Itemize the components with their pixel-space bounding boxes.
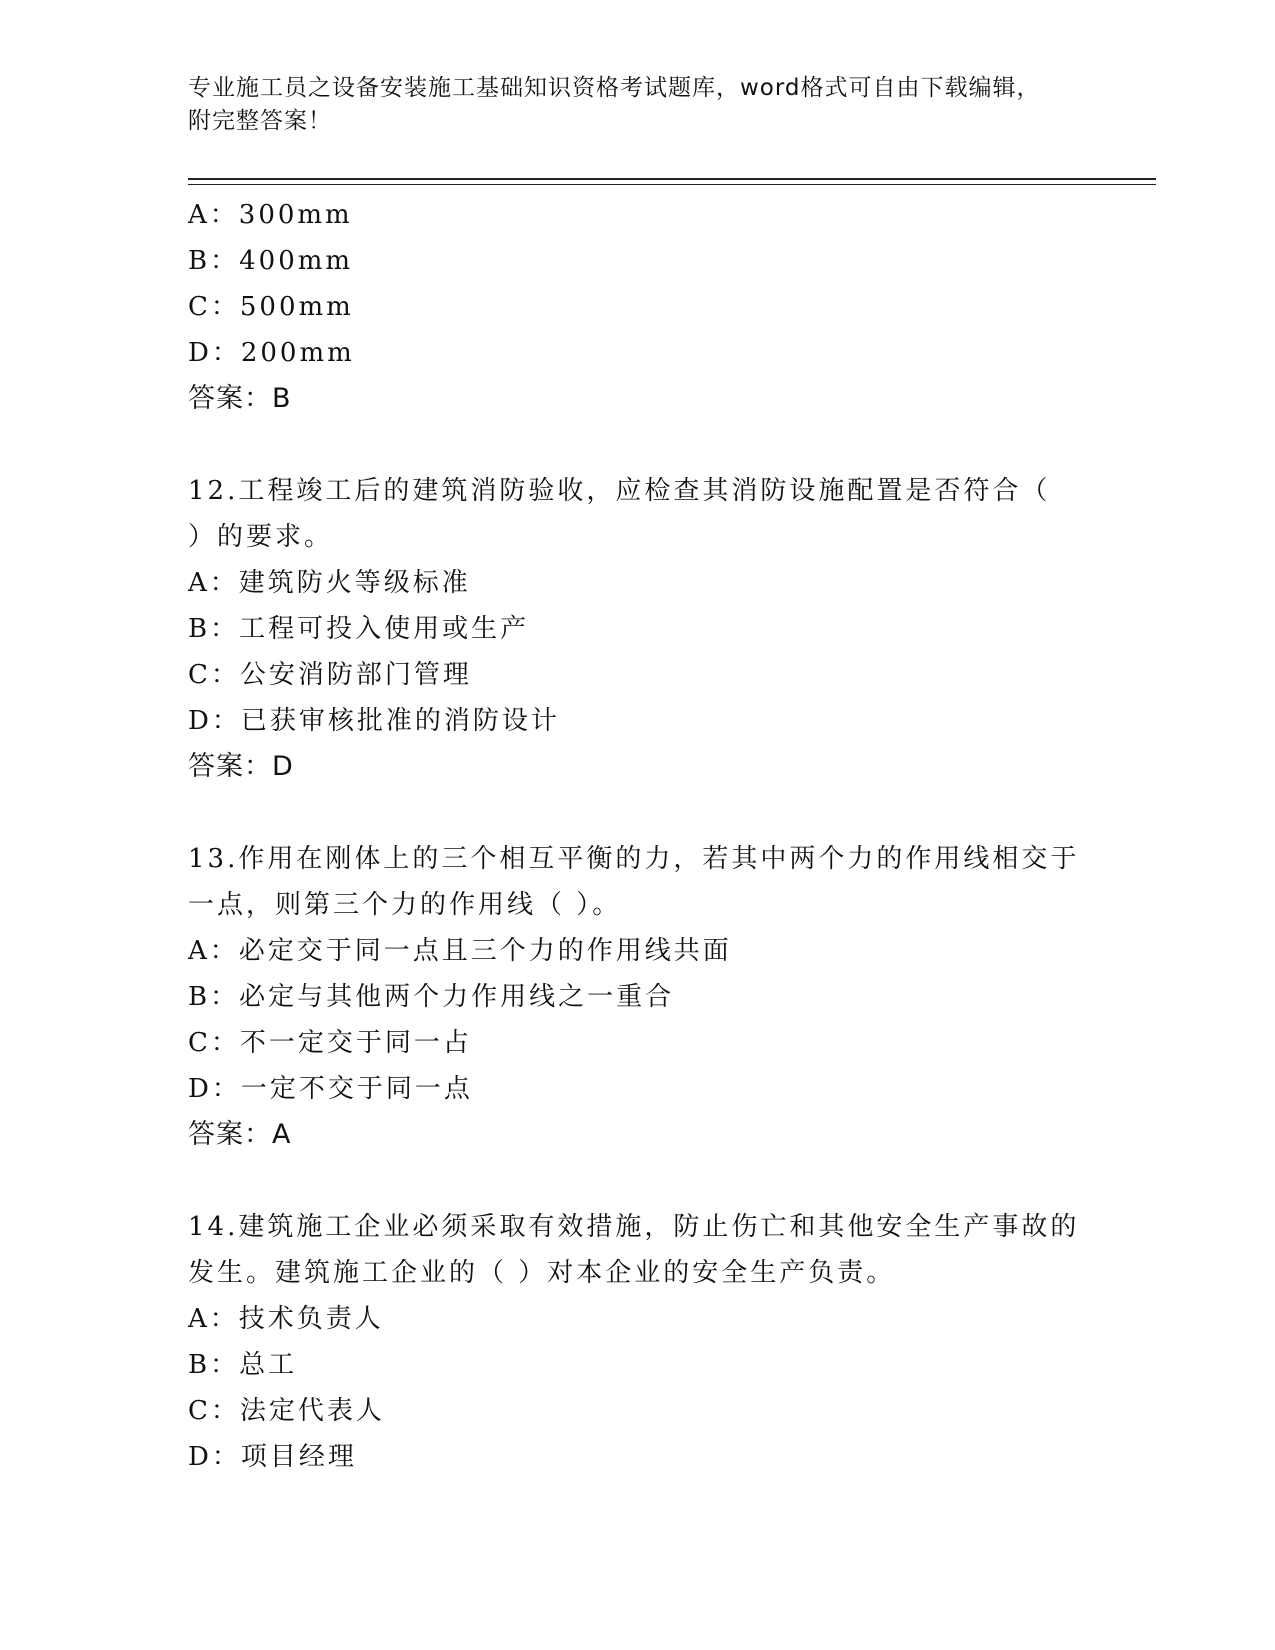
- header-divider-thin: [188, 184, 1156, 185]
- spacer: [188, 790, 1108, 836]
- question-text-line-2: ）的要求。: [188, 522, 334, 552]
- option-a: A：建筑防火等级标准: [188, 568, 471, 598]
- question-text-line-1: 13.作用在刚体上的三个相互平衡的力，若其中两个力的作用线相交于: [188, 844, 1080, 874]
- option-d: D：200mm: [188, 338, 355, 368]
- option-d: D：一定不交于同一点: [188, 1074, 473, 1104]
- answer: 答案：B: [188, 383, 292, 414]
- question-12: [188, 468, 1108, 790]
- header-divider-thick: [188, 178, 1156, 180]
- option-a: A：必定交于同一点且三个力的作用线共面: [188, 936, 732, 966]
- question-list: [188, 192, 1108, 1480]
- question-11: [188, 192, 1108, 422]
- option-c: C：500mm: [188, 292, 354, 322]
- option-d: D：项目经理: [188, 1442, 357, 1472]
- option-b: B：必定与其他两个力作用线之一重合: [188, 982, 675, 1012]
- header-line-2: 附完整答案！: [188, 108, 332, 134]
- answer: 答案：D: [188, 751, 294, 782]
- option-c: C：法定代表人: [188, 1396, 385, 1426]
- option-b: B：总工: [188, 1350, 298, 1380]
- option-a: A：300mm: [188, 200, 353, 230]
- document-header: [188, 72, 1068, 138]
- spacer: [188, 422, 1108, 468]
- question-text-line-2: 一点，则第三个力的作用线（ ）。: [188, 890, 622, 920]
- option-b: B：工程可投入使用或生产: [188, 614, 530, 644]
- spacer: [188, 1158, 1108, 1204]
- question-13: [188, 836, 1108, 1158]
- option-d: D：已获审核批准的消防设计: [188, 706, 560, 736]
- option-b: B：400mm: [188, 246, 354, 276]
- answer: 答案：A: [188, 1119, 292, 1150]
- question-text-line-1: 12.工程竣工后的建筑消防验收，应检查其消防设施配置是否符合（: [188, 476, 1051, 506]
- option-a: A：技术负责人: [188, 1304, 384, 1334]
- header-line-1: 专业施工员之设备安装施工基础知识资格考试题库，word格式可自由下载编辑，: [188, 75, 1041, 101]
- option-c: C：不一定交于同一占: [188, 1028, 472, 1058]
- question-14: [188, 1204, 1108, 1480]
- question-text-line-1: 14.建筑施工企业必须采取有效措施，防止伤亡和其他安全生产事故的: [188, 1212, 1080, 1242]
- question-text-line-2: 发生。建筑施工企业的（ ）对本企业的安全生产负责。: [188, 1258, 896, 1288]
- option-c: C：公安消防部门管理: [188, 660, 472, 690]
